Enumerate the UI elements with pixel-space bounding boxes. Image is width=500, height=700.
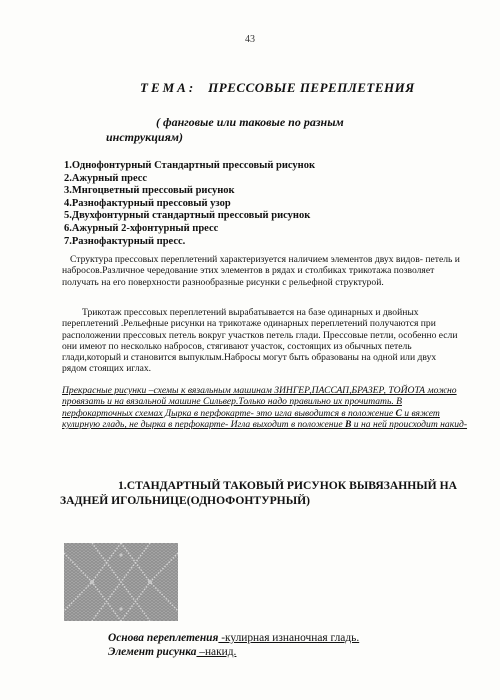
pattern-element-value: –накид. — [196, 646, 237, 658]
title-prefix: ТЕМА: — [140, 80, 197, 95]
position-b: В — [345, 419, 352, 431]
subtitle-line-2: инструкциям) — [106, 130, 183, 144]
subtitle-line-1: ( фанговые или таковые по разным — [156, 115, 344, 129]
list-item: 6.Ажурный 2-хфонтурный пресс — [64, 222, 219, 234]
section-title — [60, 478, 470, 508]
base-weave-value: -кулирная изнаночная гладь. — [218, 632, 360, 644]
subtitle — [106, 115, 344, 145]
list-item: 3.Мнгоцветный прессовый рисунок — [64, 185, 235, 197]
fabric-texture-icon — [64, 543, 178, 621]
position-c: С — [395, 407, 402, 419]
base-weave-line — [108, 632, 359, 644]
list-item: 5.Двухфонтурный стандартный прессовый рисунок — [64, 210, 311, 222]
list-item: 4.Разнофактурный прессовый узор — [64, 197, 231, 209]
page-number: 43 — [245, 34, 255, 45]
list-item: 1.Однофонтурный Стандартный прессовый рисунок — [64, 160, 316, 171]
note-part-1: Прекрасные рисунки –схемы к вязальным машинам ЗИНГЕР,ПАССАП,БРАЗЕР, ТОЙОТА можно провязать и на вязальной машине Сильвер.Только надо правильно их прочитать. В перфокарточных схемах Дырка в перфокарте- это игла выводится в положение — [62, 385, 457, 419]
pattern-types-list — [64, 160, 444, 248]
list-item: 7.Разнофактурный пресс. — [64, 235, 186, 247]
pattern-element-line — [108, 646, 236, 658]
note-part-2: и вяжет кулирную гладь, не дырка в перфокарте- Игла выходит в положение — [62, 407, 440, 431]
base-weave-label: Основа переплетения — [108, 632, 219, 644]
list-item: 2.Ажурный пресс — [64, 172, 148, 184]
title-text: ПРЕССОВЫЕ ПЕРЕПЛЕТЕНИЯ — [208, 80, 415, 95]
note-part-3: и на ней происходит накид- — [351, 419, 468, 431]
paragraph-punchcard-note — [62, 385, 470, 431]
page-title — [140, 80, 415, 96]
knitted-fabric-sample-image — [64, 543, 178, 621]
paragraph-relief: Трикотаж прессовых переплетений вырабатывается на базе одинарных и двойных переплетений .Рельефные рисунки на трикотаже одинарных переплетений получаются при расположении прессовых петель вокруг участков петель глади. Прессовые петли, особенно если они имеют по несколько набросов, стягивают участок, состоящих из обычных петель глади,который и становится выпуклым.Набросы могут быть образованы на одной или двух рядом стоящих иглах. — [62, 307, 458, 375]
section-title-line-1: 1.СТАНДАРТНЫЙ ТАКОВЫЙ РИСУНОК ВЫВЯЗАННЫЙ НА — [118, 479, 457, 492]
pattern-element-label: Элемент рисунка — [108, 646, 197, 658]
section-title-line-2: ЗАДНЕЙ ИГОЛЬНИЦЕ(ОДНОФОНТУРНЫЙ) — [60, 494, 310, 507]
paragraph-structure: Структура прессовых переплетений характеризуется наличием элементов двух видов- петель и набросов.Различное чередование этих элементов в рядах и столбиках трикотажа позволяет получать на его поверхности разнообразные рисунки с рельефной структурой. — [62, 254, 460, 288]
